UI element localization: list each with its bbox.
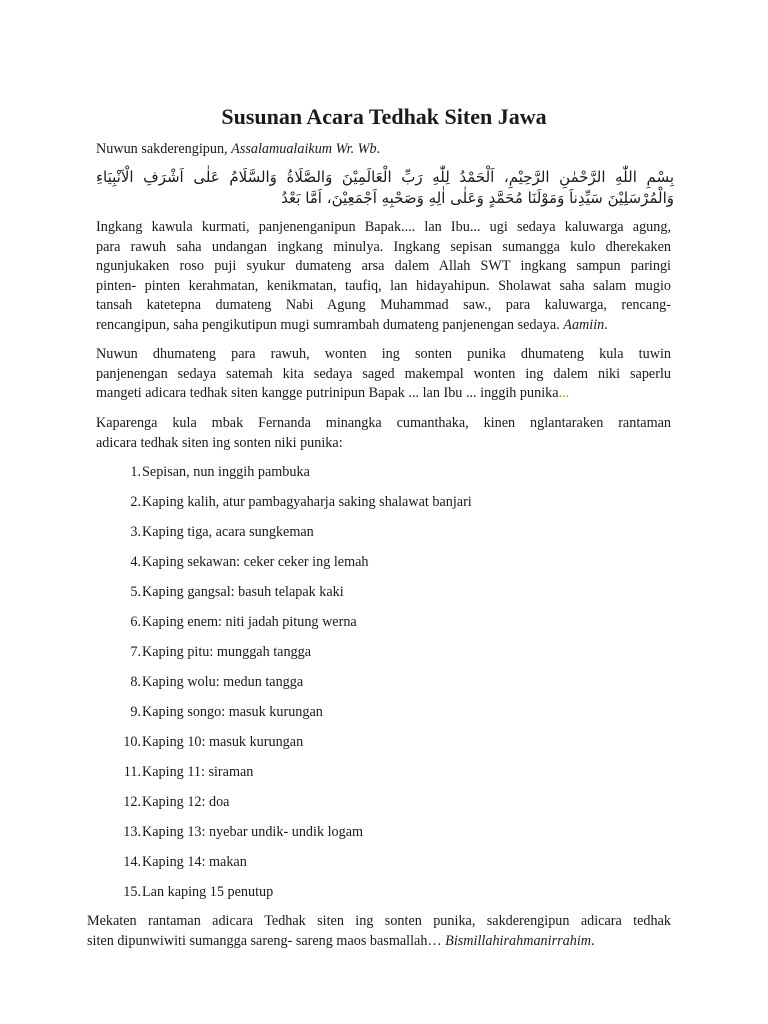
agenda-text: Kaping gangsal: basuh telapak kaki: [142, 584, 344, 600]
agenda-text: Kaping 11: siraman: [142, 764, 254, 780]
agenda-item: [96, 762, 671, 792]
paragraph-closing: [87, 912, 671, 951]
agenda-number: 15.: [123, 884, 141, 900]
paragraph-opening: [96, 218, 671, 336]
basmallah-text: Bismillahirahmanirrahim: [445, 932, 592, 949]
agenda-number: 3.: [130, 524, 141, 540]
agenda-item: [96, 522, 671, 552]
agenda-item: [96, 462, 671, 492]
agenda-text: Kaping enem: niti jadah pitung werna: [142, 614, 357, 630]
paragraph-end: .: [604, 316, 608, 333]
paragraph-last-line: [87, 932, 671, 952]
aamiin-text: Aamiin: [563, 316, 605, 333]
paragraph-line: Mekaten rantaman adicara Tedhak siten ing sonten punika, sakderengipun adicara tedhak: [87, 913, 671, 929]
agenda-item: [96, 672, 671, 702]
agenda-text: Sepisan, nun inggih pambuka: [142, 464, 310, 480]
agenda-item: [96, 612, 671, 642]
agenda-number: 1.: [130, 464, 141, 480]
ellipsis-accent: ...: [558, 385, 570, 402]
agenda-item: [96, 492, 671, 522]
greeting-end: .: [376, 141, 381, 157]
agenda-number: 5.: [130, 584, 141, 600]
agenda-number: 12.: [123, 794, 141, 810]
agenda-item: [96, 732, 671, 762]
agenda-item: [96, 552, 671, 582]
paragraph-end: .: [591, 932, 595, 949]
paragraph-line: tansah katetepna dumateng Nabi Agung Muhammad saw., para kaluwarga, rencang-: [96, 297, 671, 314]
paragraph-last-line: [96, 384, 671, 404]
paragraph-line: panjenengan sedaya satemah kita sedaya saged makempal wonten ing dalem niki saperlu: [96, 365, 671, 382]
paragraph-text: rencangipun, saha pengikutipun mugi sumrambah dumateng panjenengan sedaya.: [96, 316, 564, 333]
agenda-text: Kaping tiga, acara sungkeman: [142, 524, 314, 540]
agenda-number: 11.: [123, 764, 141, 780]
agenda-text: Kaping 10: masuk kurungan: [142, 734, 304, 750]
agenda-number: 13.: [123, 824, 141, 840]
paragraph-last-line: [96, 316, 671, 336]
paragraph-line: para rawuh saha undangan ingkang minulya. Ingkang sepisan sumangga kulo dherekaken: [96, 238, 671, 255]
paragraph-text: siten dipunwiwiti sumangga sareng- sareng maos basmallah…: [87, 932, 446, 949]
agenda-text: Kaping 12: doa: [142, 794, 230, 810]
agenda-number: 2.: [130, 494, 141, 510]
agenda-text: Kaping wolu: medun tangga: [142, 674, 304, 690]
arabic-opening: بِسْمِ اللّٰهِ الرَّحْمٰنِ الرَّحِيْمِ، اَلْحَمْدُ لِلّٰهِ رَبِّ الْعَالَمِيْنَ وَالصَّلَاةُ وَالسَّلَامُ عَلٰى اَشْرَفِ الْاَنْبِيَاءِ وَالْمُرْسَلِيْنَ سَيِّدِناَ وَمَوْلَنَا مُحَمَّدٍ وَعَلٰى اٰلِهِ وَصَحْبِهِ اَجْمَعِيْنَ، اَمَّا بَعْدُ: [96, 168, 674, 207]
document-title: Susunan Acara Tedhak Siten Jawa: [221, 104, 547, 129]
agenda-list: [96, 462, 671, 912]
agenda-number: 6.: [130, 614, 141, 630]
agenda-text: Kaping songo: masuk kurungan: [142, 704, 323, 720]
agenda-text: Kaping sekawan: ceker ceker ing lemah: [142, 554, 369, 570]
paragraph-line: pinten- pinten kerahmatan, kenikmatan, taufiq, lan hidayahipun. Sholawat saha salam mugio: [96, 277, 671, 294]
agenda-item: [96, 702, 671, 732]
agenda-item: [96, 852, 671, 882]
agenda-text: Kaping pitu: munggah tangga: [142, 644, 312, 660]
agenda-number: 8.: [130, 674, 141, 690]
agenda-item: [96, 582, 671, 612]
agenda-number: 4.: [130, 554, 141, 570]
paragraph-last-line: adicara tedhak siten ing sonten niki punika:: [96, 434, 343, 451]
agenda-number: 14.: [123, 854, 141, 870]
paragraph-text: mangeti adicara tedhak siten kangge putrinipun Bapak ... lan Ibu ... inggih punika: [96, 385, 559, 402]
greeting-italic: Assalamualaikum Wr. Wb: [231, 141, 377, 157]
agenda-number: 9.: [130, 704, 141, 720]
paragraph-line: Nuwun dhumateng para rawuh, wonten ing sonten punika dhumateng kula tuwin: [96, 346, 671, 362]
agenda-number: 10.: [123, 734, 141, 750]
agenda-text: Lan kaping 15 penutup: [142, 884, 274, 900]
agenda-text: Kaping 14: makan: [142, 854, 247, 870]
paragraph-line: Kaparenga kula mbak Fernanda minangka cumanthaka, kinen nglantaraken rantaman: [96, 415, 671, 431]
agenda-item: [96, 822, 671, 852]
paragraph-mc-intro: [96, 414, 671, 453]
agenda-item: [96, 642, 671, 672]
paragraph-welcome: [96, 345, 671, 404]
agenda-text: Kaping 13: nyebar undik- undik logam: [142, 824, 364, 840]
greeting-line: [96, 140, 671, 160]
agenda-item: [96, 882, 671, 912]
agenda-number: 7.: [130, 644, 141, 660]
agenda-text: Kaping kalih, atur pambagyaharja saking shalawat banjari: [142, 494, 472, 510]
paragraph-line: ngunjukaken roso puji syukur dumateng arsa dalem Allah SWT ingkang sampun paringi: [96, 258, 671, 275]
greeting-text: Nuwun sakderengipun,: [96, 141, 232, 157]
paragraph-line: Ingkang kawula kurmati, panjenenganipun Bapak.... lan Ibu... ugi sedaya kaluwarga agung,: [96, 219, 671, 235]
agenda-item: [96, 792, 671, 822]
